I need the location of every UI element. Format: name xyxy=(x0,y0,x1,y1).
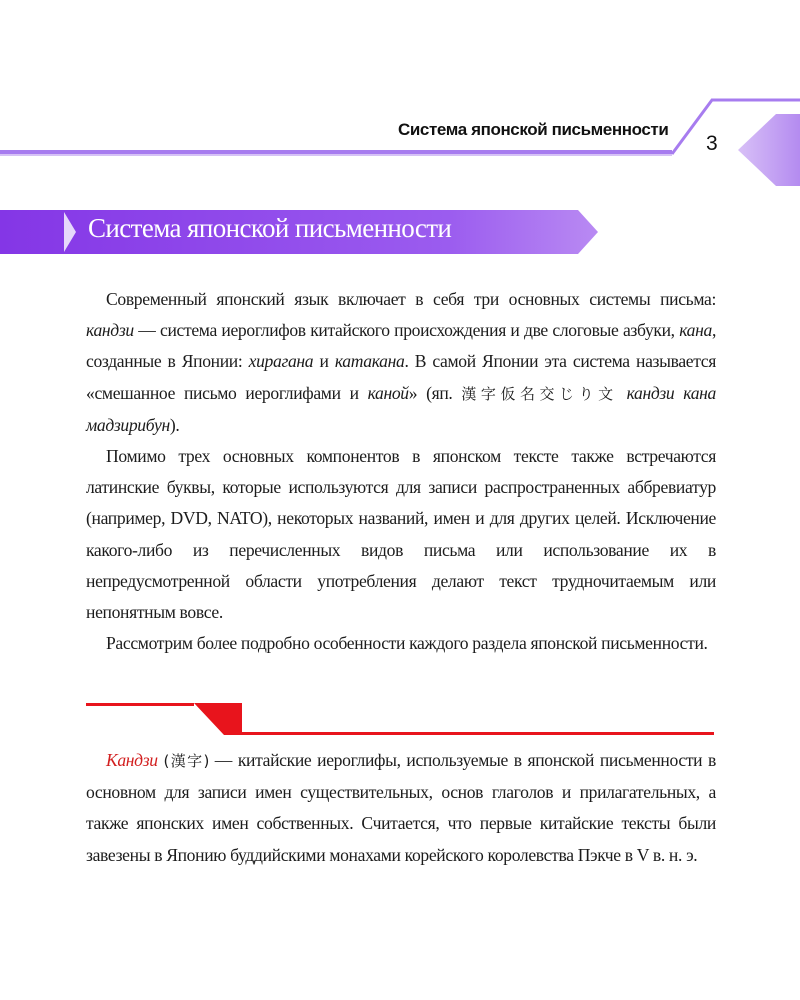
paragraph-2: Помимо трех основных компонентов в японском тексте также встречаются латинские буквы, которые используются для записи распространенных аббревиатур (например, DVD, NATO), некоторых названий, имен и для других целей. Исключение какого-либо из перечисленных видов письма или использование их в непредусмотренной области употребления делают текст трудночитаемым или непонятным вовсе. xyxy=(86,446,716,623)
paragraph-1: Современный японский язык включает в себя три основных системы письма: кандзи — система иероглифов китайского происхождения и две слоговые азбуки, кана, созданные в Японии: хирагана и катакана. В самой Японии эта система называется «смешанное письмо иероглифами и каной» (яп. 漢字仮名交じり文 кандзи кана мадзирибун). xyxy=(86,289,717,435)
page-tab xyxy=(738,114,800,186)
term-kanji-heading: Кандзи xyxy=(106,750,158,770)
section-divider xyxy=(0,695,800,740)
section-title: Система японской письменности xyxy=(88,213,452,243)
term-kanji: кандзи xyxy=(86,320,134,341)
page-number: 3 xyxy=(706,132,718,155)
paragraph-3: Рассмотрим более подробно особенности каждого раздела японской письменности. xyxy=(106,633,708,654)
kanji-paragraph: Кандзи (漢字) — китайские иероглифы, используемые в японской письменности в основном для записи имен существительных, основ глаголов и прилагательных, а также японских имен собственных. Считается, что первые китайские тексты были завезены в Японию буддийскими монахами корейского королевства Пэкче в V в. н. э. xyxy=(86,750,716,865)
term-hiragana: хирагана xyxy=(248,351,314,372)
term-katakana: катакана xyxy=(334,351,405,372)
japanese-term: 漢字仮名交じり文 xyxy=(461,384,618,403)
intro-text xyxy=(86,284,716,659)
term-kanoi: каной xyxy=(367,382,409,403)
running-title: Система японской письменности xyxy=(398,120,669,139)
kanji-text xyxy=(86,745,716,871)
header-rule xyxy=(0,150,672,154)
kanji-term-japanese: (漢字) xyxy=(163,752,210,770)
term-romaji: кандзи кана мадзирибун xyxy=(86,382,716,435)
running-header-decoration xyxy=(0,0,800,200)
term-kana: кана xyxy=(679,320,712,341)
